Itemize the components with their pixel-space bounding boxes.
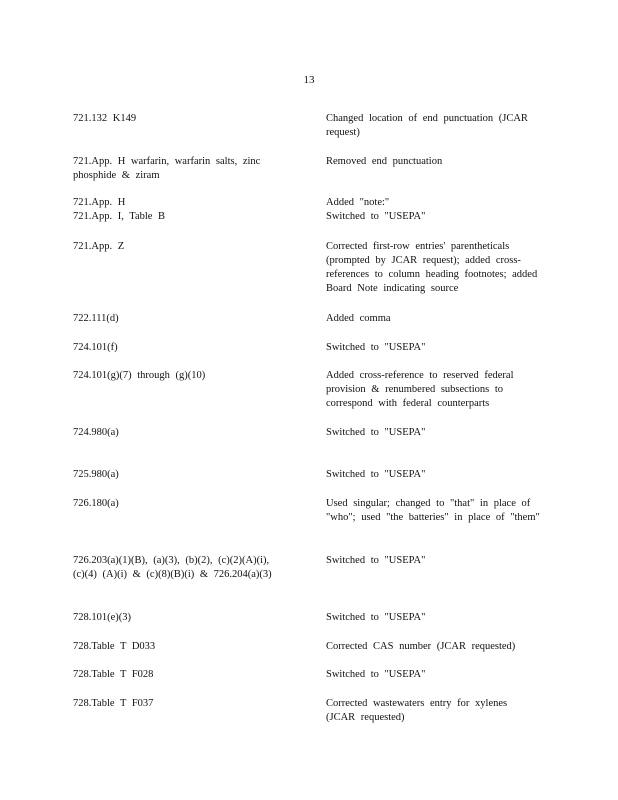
section-citation: 728.101(e)(3) — [73, 612, 132, 623]
change-description: Removed end punctuation — [326, 156, 443, 167]
change-description: Changed location of end punctuation (JCAR request) — [326, 113, 528, 138]
change-description: Switched to "USEPA" — [326, 469, 426, 480]
change-description: Added comma — [326, 313, 391, 324]
change-description: Switched to "USEPA" — [326, 669, 426, 680]
section-citation: 722.111(d) — [73, 313, 119, 324]
section-citation: 724.101(g)(7) through (g)(10) — [73, 370, 206, 381]
change-description: Corrected wastewaters entry for xylenes (JCAR requested) — [326, 698, 508, 723]
section-citation: 728.Table T F037 — [73, 698, 154, 709]
change-description: Switched to "USEPA" — [326, 342, 426, 353]
section-citation: 721.App. I, Table B — [73, 211, 166, 222]
change-description: Switched to "USEPA" — [326, 427, 426, 438]
section-citation: 721.App. Z — [73, 241, 125, 252]
change-description: Added cross-reference to reserved federal provision & renumbered subsections to correspond with federal counterparts — [326, 370, 514, 409]
section-citation: 728.Table T D033 — [73, 641, 156, 652]
change-description: Switched to "USEPA" — [326, 211, 426, 222]
section-citation: 721.132 K149 — [73, 113, 137, 124]
section-citation: 728.Table T F028 — [73, 669, 154, 680]
section-citation: 721.App. H warfarin, warfarin salts, zinc phosphide & ziram — [73, 156, 261, 181]
page-number: 13 — [303, 74, 315, 86]
change-description: Used singular; changed to "that" in place of "who"; used "the batteries" in place of "them" — [326, 498, 540, 523]
change-description: Switched to "USEPA" — [326, 612, 426, 623]
section-citation: 724.101(f) — [73, 342, 118, 353]
change-description: Corrected first-row entries' parentheticals (prompted by JCAR request); added cross-references to column heading footnotes; added Board Note indicating source — [326, 241, 538, 294]
section-citation: 726.203(a)(1)(B), (a)(3), (b)(2), (c)(2)(A)(i), (c)(4) (A)(i) & (c)(8)(B)(i) & 726.204(a)(3) — [73, 555, 272, 580]
section-citation: 726.180(a) — [73, 498, 119, 509]
section-citation: 724.980(a) — [73, 427, 119, 438]
change-description: Switched to "USEPA" — [326, 555, 426, 566]
change-description: Corrected CAS number (JCAR requested) — [326, 641, 516, 652]
section-citation: 725.980(a) — [73, 469, 119, 480]
change-description: Added "note:" — [326, 197, 390, 208]
section-citation: 721.App. H — [73, 197, 126, 208]
